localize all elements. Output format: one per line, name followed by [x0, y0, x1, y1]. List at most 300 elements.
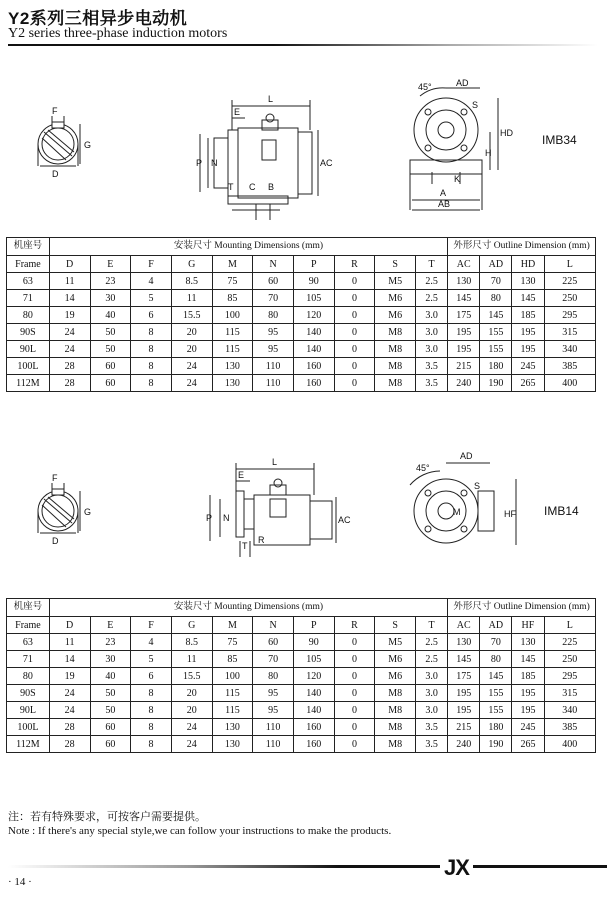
outline-header-2: 外形尺寸 Outline Dimension (mm)	[448, 599, 596, 617]
label-C: C	[249, 182, 256, 192]
table-cell: 3.0	[416, 324, 448, 341]
table-cell: 140	[293, 702, 334, 719]
table-cell: M8	[375, 736, 416, 753]
column-header: AC	[448, 256, 480, 273]
table-cell: 95	[253, 685, 294, 702]
label-L-2: L	[272, 457, 278, 467]
table-cell: 28	[49, 358, 90, 375]
table-cell: 85	[212, 651, 253, 668]
column-header: P	[293, 617, 334, 634]
column-header: N	[253, 256, 294, 273]
column-header: S	[375, 256, 416, 273]
table-row	[7, 290, 596, 307]
table-cell: M8	[375, 358, 416, 375]
table-cell: 95	[253, 702, 294, 719]
motor-side-view	[200, 100, 318, 220]
table-cell: 60	[90, 375, 131, 392]
table-cell: 180	[480, 719, 512, 736]
table-cell: 400	[544, 736, 595, 753]
table-cell: 0	[334, 685, 375, 702]
label-AC: AC	[320, 158, 333, 168]
table-cell: 3.0	[416, 307, 448, 324]
table-cell: 110	[253, 719, 294, 736]
label-P: P	[196, 158, 203, 168]
table-cell: 15.5	[171, 307, 212, 324]
mounting-header-2: 安装尺寸 Mounting Dimensions (mm)	[49, 599, 447, 617]
label-A: A	[440, 188, 447, 198]
table-cell: 145	[448, 290, 480, 307]
label-K: K	[454, 174, 461, 184]
table-cell: 24	[171, 358, 212, 375]
table-cell: 24	[171, 719, 212, 736]
label-G-2: G	[84, 507, 92, 517]
label-T: T	[228, 182, 234, 192]
table-cell: 145	[480, 668, 512, 685]
column-header: AD	[480, 617, 512, 634]
spec-table-imb14	[6, 598, 596, 753]
frame-cell: 80	[7, 307, 50, 324]
table-cell: 195	[448, 685, 480, 702]
note-cn: 注：若有特殊要求，可按客户需要提供。	[8, 811, 206, 823]
table-cell: 50	[90, 324, 131, 341]
table-cell: 315	[544, 324, 595, 341]
frame-header-en: Frame	[7, 256, 50, 273]
table-cell: 140	[293, 324, 334, 341]
table-cell: 3.5	[416, 719, 448, 736]
table-row	[7, 341, 596, 358]
column-header: F	[131, 617, 172, 634]
table-cell: 23	[90, 273, 131, 290]
table-cell: 60	[253, 634, 294, 651]
table-cell: 85	[212, 290, 253, 307]
table-cell: 19	[49, 307, 90, 324]
label-angle: 45°	[418, 82, 432, 92]
table-cell: 4	[131, 273, 172, 290]
table-cell: 11	[171, 290, 212, 307]
table-cell: 0	[334, 651, 375, 668]
label-N-2: N	[223, 513, 230, 523]
table-cell: 40	[90, 307, 131, 324]
table-cell: 130	[512, 634, 544, 651]
table-cell: 265	[512, 736, 544, 753]
frame-cell: 90S	[7, 685, 50, 702]
table-cell: 130	[212, 358, 253, 375]
table-row	[7, 736, 596, 753]
table-cell: 50	[90, 702, 131, 719]
table-cell: 24	[49, 324, 90, 341]
label-H: H	[485, 148, 492, 158]
table-cell: M6	[375, 668, 416, 685]
table-cell: 4	[131, 634, 172, 651]
table-cell: 2.5	[416, 651, 448, 668]
table-cell: 115	[212, 685, 253, 702]
table-cell: M8	[375, 341, 416, 358]
frame-header-cn-2: 机座号	[7, 599, 50, 617]
table-cell: 80	[253, 307, 294, 324]
frame-header-en-2: Frame	[7, 617, 50, 634]
table-cell: 250	[544, 651, 595, 668]
mount-code-imb14: IMB14	[544, 504, 579, 518]
label-L: L	[268, 94, 274, 104]
table-cell: 245	[512, 358, 544, 375]
table-cell: 385	[544, 719, 595, 736]
table-cell: M5	[375, 634, 416, 651]
motor-side-view-2	[210, 463, 336, 557]
label-AC-2: AC	[338, 515, 351, 525]
frame-cell: 90L	[7, 341, 50, 358]
label-M-2: M	[453, 507, 461, 517]
table-cell: 385	[544, 358, 595, 375]
table-row	[7, 634, 596, 651]
table-cell: 60	[90, 358, 131, 375]
table-row	[7, 307, 596, 324]
table-cell: 145	[448, 651, 480, 668]
table-cell: 70	[253, 290, 294, 307]
column-header: M	[212, 617, 253, 634]
table-cell: M6	[375, 307, 416, 324]
table-cell: 3.0	[416, 341, 448, 358]
table-cell: 50	[90, 685, 131, 702]
table-cell: 145	[512, 651, 544, 668]
label-HF-2: HF	[504, 509, 516, 519]
table-cell: 160	[293, 375, 334, 392]
frame-cell: 63	[7, 634, 50, 651]
table-cell: 240	[448, 736, 480, 753]
table-cell: 295	[544, 307, 595, 324]
table-cell: 105	[293, 651, 334, 668]
table-cell: 160	[293, 736, 334, 753]
table-cell: 3.0	[416, 685, 448, 702]
column-header: E	[90, 256, 131, 273]
table-row	[7, 702, 596, 719]
table-cell: 100	[212, 668, 253, 685]
table-cell: 145	[512, 290, 544, 307]
table-cell: 60	[253, 273, 294, 290]
label-D-2: D	[52, 536, 59, 546]
table-cell: M8	[375, 719, 416, 736]
table-cell: 225	[544, 273, 595, 290]
table-cell: 8	[131, 685, 172, 702]
table-cell: 8	[131, 719, 172, 736]
label-G: G	[84, 140, 92, 150]
table-cell: 215	[448, 719, 480, 736]
table-cell: 225	[544, 634, 595, 651]
table-cell: 90	[293, 634, 334, 651]
table-cell: 115	[212, 702, 253, 719]
table-cell: 30	[90, 290, 131, 307]
table-cell: 130	[448, 634, 480, 651]
table-cell: 130	[212, 719, 253, 736]
shaft-section-view	[38, 116, 80, 166]
table-cell: 155	[480, 702, 512, 719]
table-row	[7, 685, 596, 702]
table-cell: 215	[448, 358, 480, 375]
frame-cell: 71	[7, 651, 50, 668]
table-cell: M5	[375, 273, 416, 290]
table-row	[7, 375, 596, 392]
column-header: R	[334, 617, 375, 634]
table-cell: 95	[253, 341, 294, 358]
table-cell: 70	[253, 651, 294, 668]
table-cell: 195	[512, 702, 544, 719]
table-cell: 24	[171, 375, 212, 392]
table-cell: 185	[512, 307, 544, 324]
table-cell: 95	[253, 324, 294, 341]
table-cell: 140	[293, 341, 334, 358]
shaft-section-view-2	[38, 483, 80, 533]
table-cell: 130	[512, 273, 544, 290]
table-cell: 60	[90, 736, 131, 753]
label-P-2: P	[206, 513, 213, 523]
page-title-en: Y2 series three-phase induction motors	[8, 26, 228, 41]
label-B: B	[268, 182, 275, 192]
table-cell: 3.0	[416, 668, 448, 685]
table-cell: M8	[375, 702, 416, 719]
label-E: E	[234, 107, 241, 117]
label-R-2: R	[258, 535, 265, 545]
frame-cell: 112M	[7, 736, 50, 753]
table-cell: 5	[131, 651, 172, 668]
table-cell: 0	[334, 273, 375, 290]
table-cell: 20	[171, 341, 212, 358]
table-cell: 3.5	[416, 375, 448, 392]
column-header: S	[375, 617, 416, 634]
column-header: G	[171, 256, 212, 273]
column-header: HD	[512, 256, 544, 273]
table-row	[7, 273, 596, 290]
spec-table-imb34	[6, 237, 596, 392]
table-cell: 80	[480, 651, 512, 668]
table-cell: 80	[480, 290, 512, 307]
label-S: S	[472, 100, 479, 110]
table-cell: 11	[49, 273, 90, 290]
table-cell: 195	[448, 341, 480, 358]
table-cell: 2.5	[416, 634, 448, 651]
table-cell: 0	[334, 702, 375, 719]
table-cell: 115	[212, 341, 253, 358]
table-cell: 24	[49, 341, 90, 358]
table-cell: 295	[544, 668, 595, 685]
table-cell: 130	[212, 375, 253, 392]
table-cell: 11	[49, 634, 90, 651]
label-N: N	[211, 158, 218, 168]
table-cell: 105	[293, 290, 334, 307]
table-cell: 240	[448, 375, 480, 392]
brand-logo: JX	[440, 855, 473, 881]
column-header: N	[253, 617, 294, 634]
label-F-2: F	[52, 473, 58, 483]
table-cell: 8	[131, 702, 172, 719]
table-cell: 24	[49, 702, 90, 719]
table-cell: 110	[253, 736, 294, 753]
table-cell: 15.5	[171, 668, 212, 685]
table-cell: 6	[131, 307, 172, 324]
table-cell: 195	[512, 341, 544, 358]
table-cell: 3.5	[416, 736, 448, 753]
table-cell: 20	[171, 685, 212, 702]
table-cell: 80	[253, 668, 294, 685]
table-cell: 14	[49, 290, 90, 307]
table-cell: 8	[131, 736, 172, 753]
column-header: D	[49, 617, 90, 634]
column-header: D	[49, 256, 90, 273]
frame-cell: 63	[7, 273, 50, 290]
table-cell: 190	[480, 375, 512, 392]
table-cell: 8	[131, 358, 172, 375]
table-cell: 3.5	[416, 358, 448, 375]
table-row	[7, 651, 596, 668]
table-cell: 245	[512, 719, 544, 736]
table-cell: 0	[334, 324, 375, 341]
table-row	[7, 668, 596, 685]
label-S-2: S	[474, 481, 481, 491]
table-cell: 6	[131, 668, 172, 685]
label-AB: AB	[438, 199, 451, 209]
table-cell: 2.5	[416, 273, 448, 290]
table-cell: M8	[375, 324, 416, 341]
table-cell: 20	[171, 702, 212, 719]
table-cell: 145	[480, 307, 512, 324]
table-cell: 8	[131, 324, 172, 341]
label-AD-2: AD	[460, 451, 473, 461]
column-header: R	[334, 256, 375, 273]
outline-header: 外形尺寸 Outline Dimension (mm)	[448, 238, 596, 256]
table-cell: 30	[90, 651, 131, 668]
table-cell: 60	[90, 719, 131, 736]
table-cell: 90	[293, 273, 334, 290]
column-header: L	[544, 256, 595, 273]
table-cell: 14	[49, 651, 90, 668]
table-cell: 265	[512, 375, 544, 392]
column-header: AD	[480, 256, 512, 273]
frame-cell: 71	[7, 290, 50, 307]
table-cell: 195	[512, 685, 544, 702]
table-cell: 0	[334, 341, 375, 358]
table-cell: 340	[544, 341, 595, 358]
table-cell: 185	[512, 668, 544, 685]
table-cell: 315	[544, 685, 595, 702]
mounting-header: 安装尺寸 Mounting Dimensions (mm)	[49, 238, 447, 256]
frame-cell: 90S	[7, 324, 50, 341]
table-cell: 195	[448, 324, 480, 341]
motor-front-view-2	[410, 463, 516, 545]
page-number: · 14 ·	[8, 876, 32, 888]
column-header: P	[293, 256, 334, 273]
frame-cell: 112M	[7, 375, 50, 392]
table-cell: 100	[212, 307, 253, 324]
column-header: G	[171, 617, 212, 634]
label-angle-2: 45°	[416, 463, 430, 473]
column-header: HF	[512, 617, 544, 634]
table-cell: 140	[293, 685, 334, 702]
title-divider	[8, 44, 598, 46]
table-cell: 0	[334, 634, 375, 651]
table-cell: M8	[375, 375, 416, 392]
mount-code-imb34: IMB34	[542, 133, 577, 147]
table-cell: 0	[334, 736, 375, 753]
table-cell: 120	[293, 307, 334, 324]
table-cell: 3.0	[416, 702, 448, 719]
table-cell: 19	[49, 668, 90, 685]
table-cell: 75	[212, 273, 253, 290]
label-D: D	[52, 169, 59, 179]
table-cell: 155	[480, 324, 512, 341]
table-cell: 23	[90, 634, 131, 651]
table-cell: 20	[171, 324, 212, 341]
frame-cell: 100L	[7, 358, 50, 375]
table-cell: 0	[334, 668, 375, 685]
table-cell: 110	[253, 358, 294, 375]
table-row	[7, 719, 596, 736]
table-cell: 28	[49, 375, 90, 392]
table-cell: M6	[375, 290, 416, 307]
table-cell: 190	[480, 736, 512, 753]
column-header: T	[416, 617, 448, 634]
table-cell: 8.5	[171, 634, 212, 651]
table-cell: 155	[480, 341, 512, 358]
table-cell: 115	[212, 324, 253, 341]
column-header: F	[131, 256, 172, 273]
footer-divider	[8, 865, 607, 868]
table-cell: 0	[334, 307, 375, 324]
table-cell: M6	[375, 651, 416, 668]
table-cell: 340	[544, 702, 595, 719]
table-cell: 28	[49, 736, 90, 753]
table-cell: 110	[253, 375, 294, 392]
table-cell: 5	[131, 290, 172, 307]
table-cell: 24	[171, 736, 212, 753]
column-header: L	[544, 617, 595, 634]
label-F: F	[52, 106, 58, 116]
table-cell: M8	[375, 685, 416, 702]
table-cell: 0	[334, 719, 375, 736]
table-row	[7, 324, 596, 341]
table-cell: 160	[293, 719, 334, 736]
frame-header-cn: 机座号	[7, 238, 50, 256]
imb14-drawing	[0, 445, 607, 585]
table-cell: 24	[49, 685, 90, 702]
table-cell: 75	[212, 634, 253, 651]
table-cell: 130	[448, 273, 480, 290]
table-cell: 28	[49, 719, 90, 736]
table-cell: 40	[90, 668, 131, 685]
imb34-drawing	[0, 60, 607, 235]
column-header: E	[90, 617, 131, 634]
frame-cell: 90L	[7, 702, 50, 719]
table-cell: 175	[448, 668, 480, 685]
table-cell: 180	[480, 358, 512, 375]
table-cell: 250	[544, 290, 595, 307]
table-cell: 11	[171, 651, 212, 668]
label-T-2: T	[242, 541, 248, 551]
table-cell: 0	[334, 290, 375, 307]
table-cell: 70	[480, 634, 512, 651]
table-cell: 8.5	[171, 273, 212, 290]
column-header: AC	[448, 617, 480, 634]
table-cell: 160	[293, 358, 334, 375]
table-cell: 8	[131, 375, 172, 392]
note-en: Note : If there's any special style,we can follow your instructions to make the products.	[8, 825, 392, 837]
table-cell: 0	[334, 358, 375, 375]
table-cell: 130	[212, 736, 253, 753]
page-title-cn: Y2系列三相异步电动机	[8, 9, 188, 28]
spec-table-imb34-body	[7, 273, 596, 392]
table-cell: 2.5	[416, 290, 448, 307]
table-cell: 195	[448, 702, 480, 719]
table-cell: 0	[334, 375, 375, 392]
label-AD: AD	[456, 78, 469, 88]
frame-cell: 100L	[7, 719, 50, 736]
